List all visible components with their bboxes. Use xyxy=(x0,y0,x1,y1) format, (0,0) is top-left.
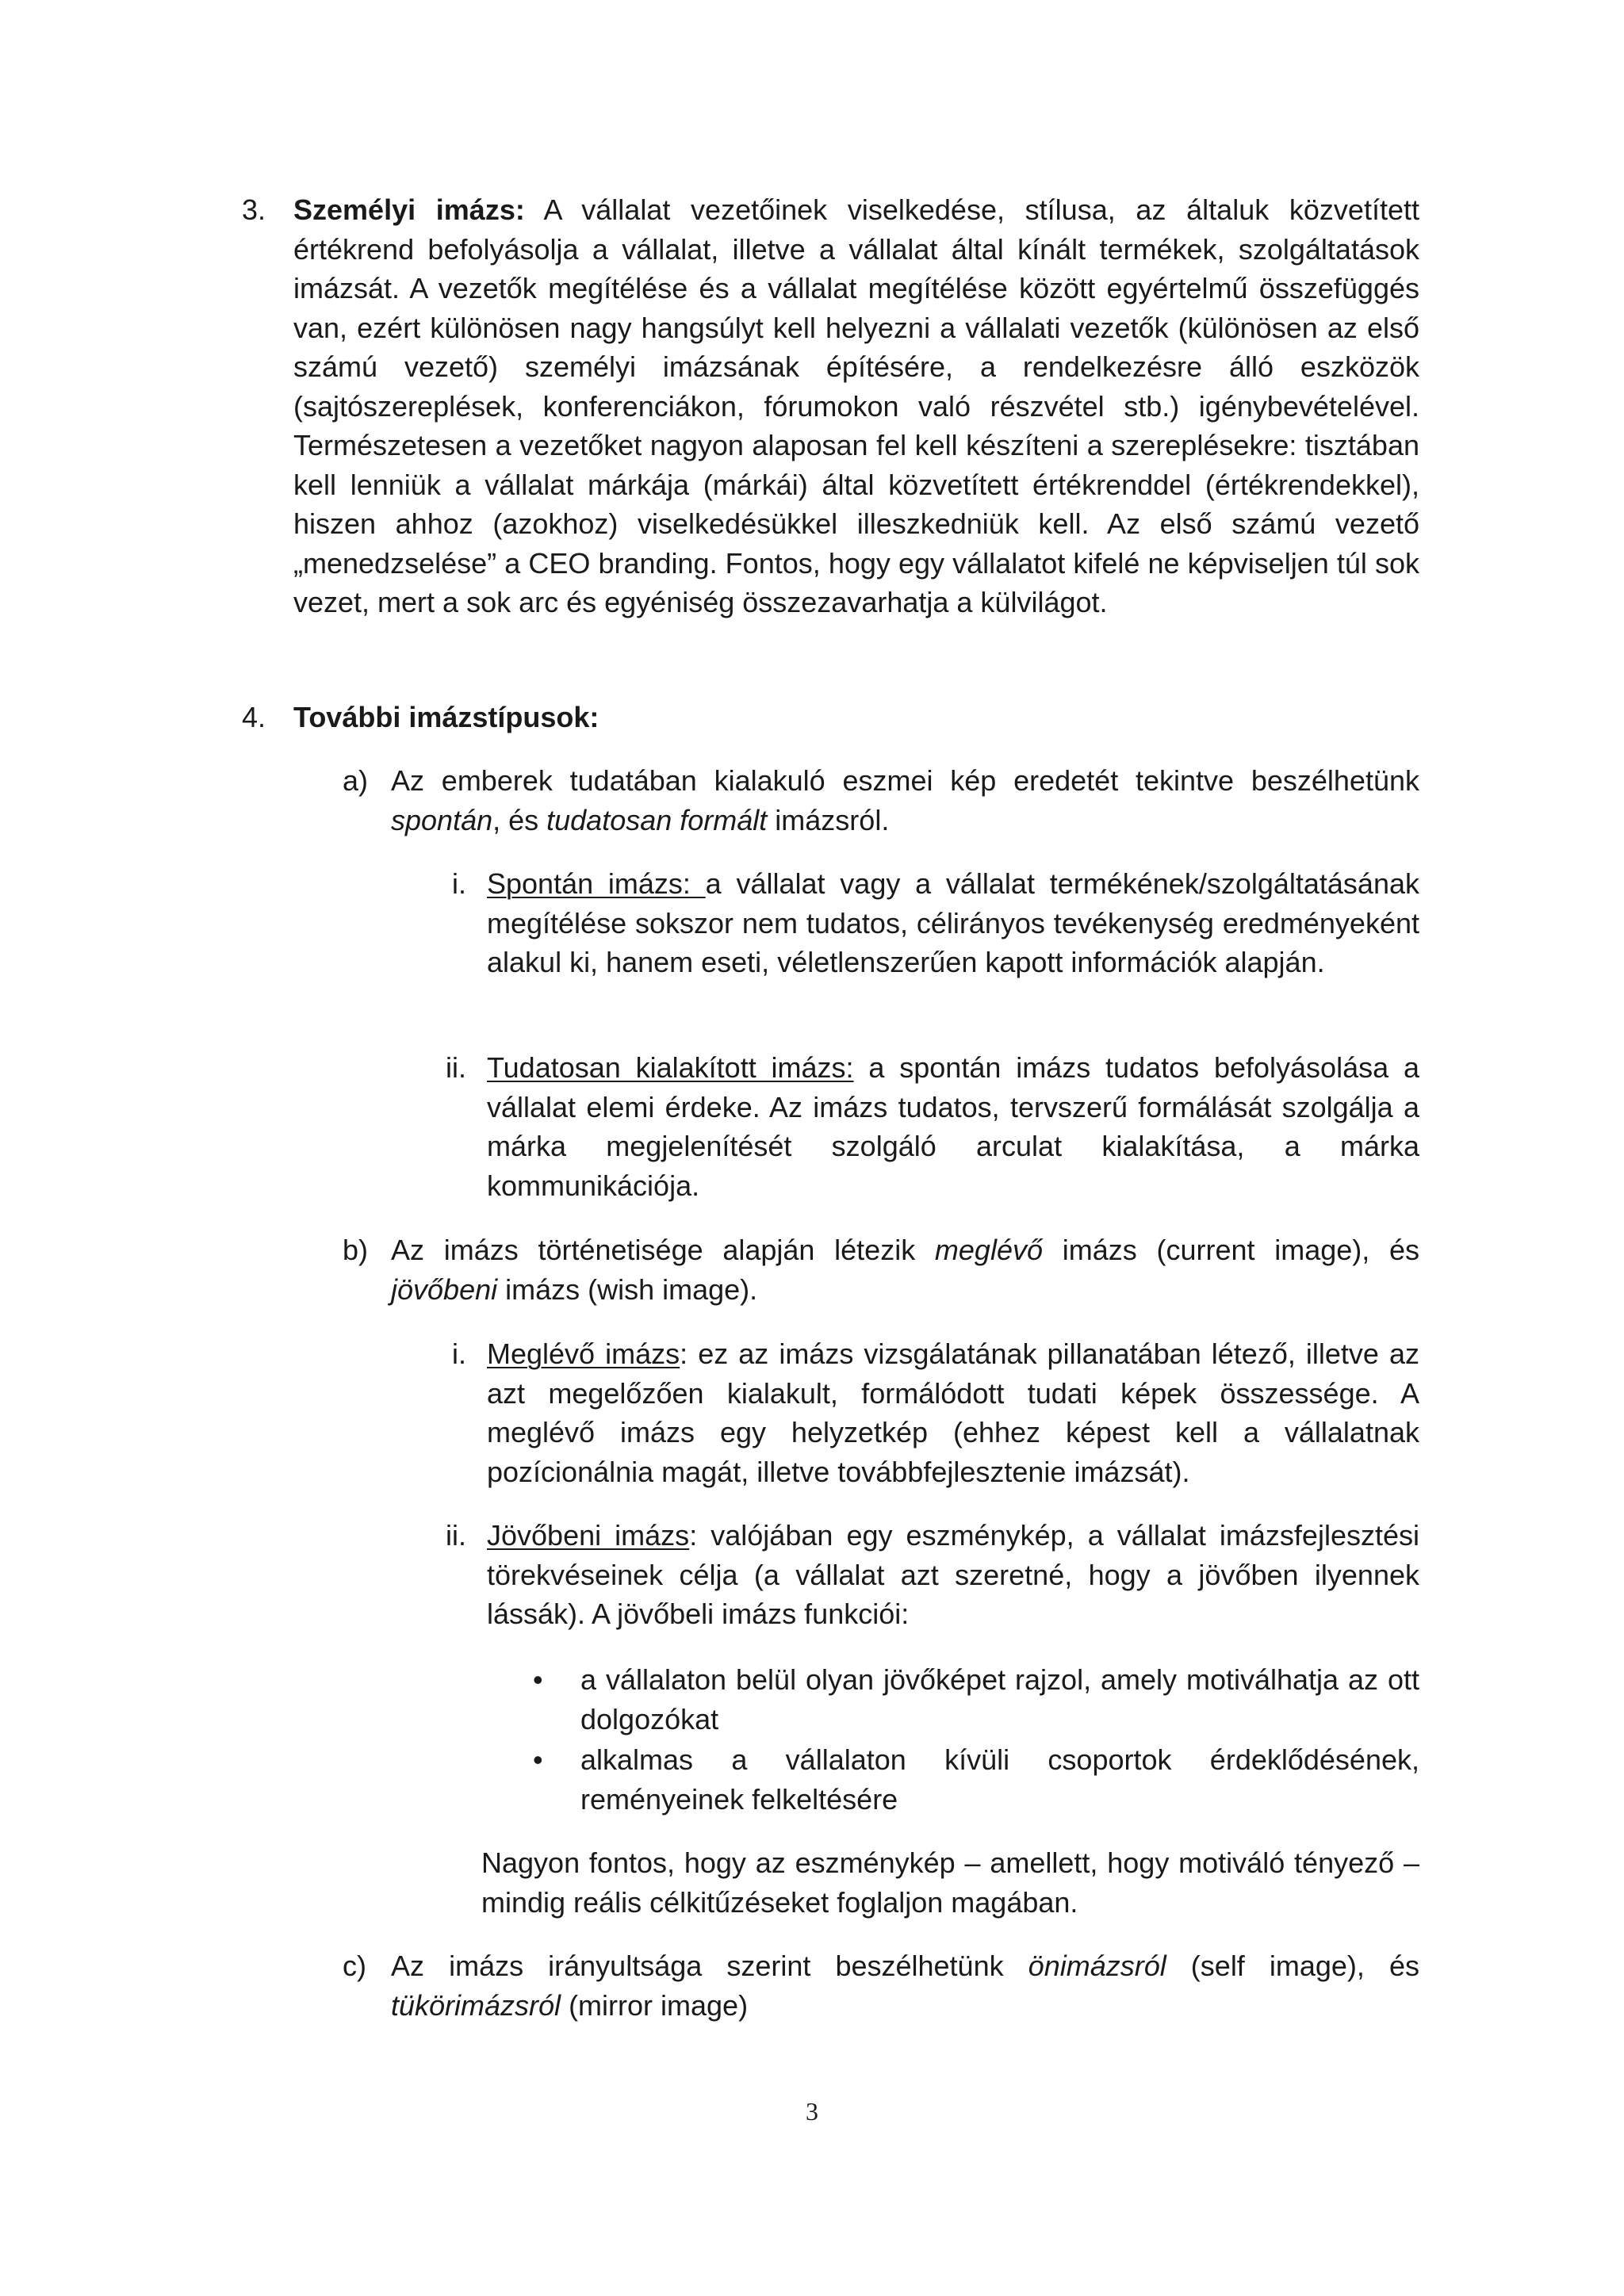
item-b-text-2: imázs (current image), és xyxy=(1043,1234,1419,1266)
item-a-emphasis-1: spontán xyxy=(391,803,493,836)
item-a-label: a) xyxy=(343,764,369,797)
page-number: 3 xyxy=(806,2097,818,2126)
item-b-text-3: imázs (wish image). xyxy=(497,1272,758,1306)
item-c-emphasis-2: tükörimázsról xyxy=(391,1988,561,2022)
bullet-2-icon: • xyxy=(533,1743,543,1776)
item-b-text-1: Az imázs történetisége alapján létezik xyxy=(391,1234,935,1266)
item-b-i-term: Meglévő imázs xyxy=(487,1337,680,1370)
item-b-i-label: i. xyxy=(452,1337,466,1370)
item-a-text-2: , és xyxy=(492,803,547,836)
section-4-title: További imázstípusok: xyxy=(293,701,599,733)
bullet-1-text: a vállalaton belül olyan jövőképet rajzol, amely motiválhatja az ott dolgozókat xyxy=(580,1663,1419,1735)
item-c-text-2: (self image), és xyxy=(1166,1950,1420,1982)
item-c-label: c) xyxy=(343,1950,366,1982)
item-b-emphasis-2: jövőbeni xyxy=(391,1272,498,1306)
item-b-i-paragraph xyxy=(487,1334,1419,1491)
item-b-ii-paragraph xyxy=(487,1516,1419,1634)
section-3-paragraph xyxy=(293,190,1419,622)
item-c-paragraph xyxy=(391,1946,1419,2025)
item-b-label: b) xyxy=(343,1234,369,1266)
item-a-ii-term: Tudatosan kialakított imázs: xyxy=(487,1051,854,1084)
item-b-paragraph xyxy=(391,1230,1419,1309)
item-a-text-1: Az emberek tudatában kialakuló eszmei kép eredetét tekintve beszélhetünk xyxy=(391,764,1419,797)
section-4-number: 4. xyxy=(242,701,266,733)
item-b-ii-text: : valójában egy eszménykép, a vállalat imázsfejlesztési törekvéseinek célja (a vállalat azt szeretné, hogy a jövőben ilyennek lássák). A jövőbeli imázs funkciói: xyxy=(487,1519,1419,1630)
item-a-ii-paragraph xyxy=(487,1048,1419,1205)
item-a-i-text: a vállalat vagy a vállalat termékének/szolgáltatásának megítélése sokszor nem tudatos, célirányos tevékenység eredményeként alakul ki, hanem eseti, véletlenszerűen kapott információk alapján. xyxy=(487,867,1419,978)
item-b-ii-term: Jövőbeni imázs xyxy=(487,1519,690,1552)
item-c-text-3: (mirror image) xyxy=(561,1988,749,2022)
item-a-i-label: i. xyxy=(452,867,466,900)
item-a-paragraph xyxy=(391,761,1419,840)
section-4-title-line xyxy=(293,698,1419,737)
item-b-ii-label: ii. xyxy=(446,1519,466,1552)
item-b-i-text: : ez az imázs vizsgálatának pillanatában létező, illetve az azt megelőzően kialakult, formálódott tudati képek összessége. A meglévő imázs egy helyzetkép (ehhez képest kell a vállalatnak pozícionálnia magát, illetve továbbfejlesztenie imázsát). xyxy=(487,1337,1419,1488)
item-a-text-3: imázsról. xyxy=(767,803,890,836)
section-3-title: Személyi imázs: xyxy=(293,193,525,226)
item-a-ii-label: ii. xyxy=(446,1051,466,1084)
item-a-emphasis-2: tudatosan formált xyxy=(546,803,768,836)
item-a-i-term: Spontán imázs: xyxy=(487,867,706,900)
item-b-note: Nagyon fontos, hogy az eszménykép – amellett, hogy motiváló tényező – mindig reális célkitűzéseket foglaljon magában. xyxy=(481,1846,1419,1919)
item-c-emphasis-1: önimázsról xyxy=(1028,1950,1166,1982)
item-c-text-1: Az imázs irányultsága szerint beszélhetünk xyxy=(391,1950,1028,1982)
section-3-text: A vállalat vezetőinek viselkedése, stílusa, az általuk közvetített értékrend befolyásolja a vállalat, illetve a vállalat által kínált termékek, szolgáltatások imázsát. A vezetők megítélése és a vállalat megítélése között egyértelmű összefüggés van, ezért különösen nagy hangsúlyt kell helyezni a vállalati vezetők (különösen az első számú vezető) személyi imázsának építésére, a rendelkezésre álló eszközök (sajtószereplések, konferenciákon, fórumokon való részvétel stb.) igénybevételével. Természetesen a vezetőket nagyon alaposan fel kell készíteni a szereplésekre: tisztában kell lenniük a vállalat márkája (márkái) által közvetített értékrenddel (értékrendekkel), hiszen ahhoz (azokhoz) viselkedésükkel illeszkedniük kell. Az első számú vezető „menedzselése” a CEO branding. Fontos, hogy egy vállalatot kifelé ne képviseljen túl sok vezet, mert a sok arc és egyéniség összezavarhatja a külvilágot. xyxy=(293,193,1419,618)
item-a-ii-text: a spontán imázs tudatos befolyásolása a vállalat elemi érdeke. Az imázs tudatos, tervszerű formálását szolgálja a márka megjelenítését szolgáló arculat kialakítása, a márka kommunikációja. xyxy=(487,1051,1419,1202)
item-b-emphasis-1: meglévő xyxy=(934,1234,1043,1266)
item-a-i-paragraph xyxy=(487,864,1419,982)
section-3-number: 3. xyxy=(242,193,266,226)
bullet-1-icon: • xyxy=(533,1663,543,1696)
bullet-2-text: alkalmas a vállalaton kívüli csoportok érdeklődésének, reményeinek felkeltésére xyxy=(580,1743,1419,1816)
